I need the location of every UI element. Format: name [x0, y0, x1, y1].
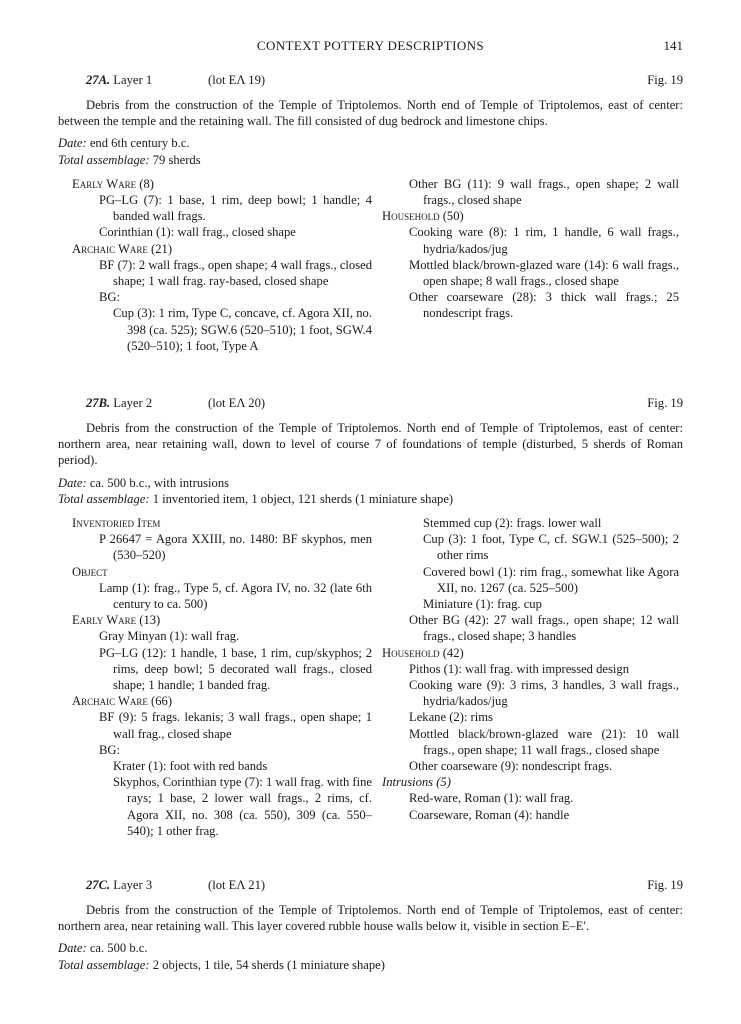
inventory-left-column — [72, 176, 372, 354]
total-assemblage-line: Total assemblage: 2 objects, 1 tile, 54 sherds (1 miniature shape) — [58, 957, 385, 972]
section-27b — [58, 395, 683, 839]
section-description: Debris from the construction of the Temple of Triptolemos. North end of Temple of Triptolemos, east of center: between the temple and the retaining wall. The fill consisted of dug bedrock and limestone chips. — [58, 98, 683, 129]
category-heading: Inventoried Item — [72, 516, 161, 531]
inventory-entry: Coarseware, Roman (4): handle — [409, 807, 570, 822]
inventory-entry: Red-ware, Roman (1): wall frag. — [409, 791, 574, 806]
inventory-entry: Other coarseware (28): 3 thick wall frags.; 25 nondescript frags. — [409, 290, 679, 321]
inventory-entry: Lamp (1): frag., Type 5, cf. Agora IV, no. 32 (late 6th century to ca. 500) — [99, 580, 372, 612]
inventory-entry: Krater (1): foot with red bands — [113, 759, 268, 774]
inventory-entry: P 26647 = Agora XXIII, no. 1480: BF skyphos, men (530–520) — [99, 532, 372, 563]
category-heading: Archaic Ware (21) — [72, 241, 173, 256]
date-line: Date: ca. 500 b.c. — [58, 941, 148, 956]
inventory-entry: Gray Minyan (1): wall frag. — [99, 629, 240, 644]
inventory-entry: Pithos (1): wall frag. with impressed design — [409, 661, 630, 676]
inventory-entry: Cup (3): 1 rim, Type C, concave, cf. Agora XII, no. 398 (ca. 525); SGW.6 (520–510); 1 foot, SGW.4 (520–510); 1 foot, Type A — [113, 306, 372, 353]
inventory-entry: PG–LG (7): 1 base, 1 rim, deep bowl; 1 handle; 4 banded wall frags. — [99, 193, 372, 224]
figure-reference: Fig. 19 — [647, 878, 683, 892]
section-lot: (lot EΛ 20) — [208, 396, 266, 410]
inventory-entry: PG–LG (12): 1 handle, 1 base, 1 rim, cup/skyphos; 2 rims, deep bowl; 5 decorated wall frags., closed shape; 1 handle; 1 banded frag. — [99, 645, 372, 693]
inventory-entry: BG: — [99, 290, 120, 305]
inventory-right-column — [382, 176, 679, 354]
inventory-entry: Corinthian (1): wall frag., closed shape — [99, 225, 296, 240]
inventory-entry: Mottled black/brown-glazed ware (21): 10 wall frags., open shape; 11 wall frags., closed shape — [409, 726, 679, 757]
inventory-entry: Cooking ware (9): 3 rims, 3 handles, 3 wall frags., hydria/kados/jug — [409, 678, 679, 709]
inventory-columns — [58, 515, 683, 839]
category-heading: Object — [72, 564, 108, 579]
section-id: 27A. — [86, 73, 111, 87]
category-heading: Intrusions (5) — [382, 775, 451, 790]
category-heading: Archaic Ware (66) — [72, 694, 173, 709]
inventory-columns — [58, 176, 683, 354]
total-assemblage-line: Total assemblage: 1 inventoried item, 1 object, 121 sherds (1 miniature shape) — [58, 491, 454, 506]
inventory-entry: BF (7): 2 wall frags., open shape; 4 wall frags., closed shape; 1 wall frag. ray-based, closed shape — [99, 257, 372, 289]
inventory-entry: Cup (3): 1 foot, Type C, cf. SGW.1 (525–500); 2 other rims — [423, 532, 679, 563]
category-heading: Household (42) — [382, 645, 464, 660]
inventory-entry: Covered bowl (1): rim frag., somewhat like Agora XII, no. 1267 (ca. 525–500) — [423, 564, 679, 595]
inventory-entry: Cooking ware (8): 1 rim, 1 handle, 6 wall frags., hydria/kados/jug — [409, 225, 679, 256]
section-lot: (lot EΛ 21) — [208, 878, 266, 892]
category-heading: Early Ware (8) — [72, 176, 154, 191]
inventory-entry: BF (9): 5 frags. lekanis; 3 wall frags., open shape; 1 wall frag., closed shape — [99, 710, 372, 741]
section-layer: Layer 2 — [110, 396, 153, 410]
inventory-right-column — [382, 515, 679, 839]
inventory-entry: Other coarseware (9): nondescript frags. — [409, 759, 613, 774]
total-assemblage-line: Total assemblage: 79 sherds — [58, 152, 201, 167]
section-27c — [58, 877, 683, 973]
section-heading — [58, 395, 683, 412]
inventory-entry: Lekane (2): rims — [409, 710, 493, 725]
section-description: Debris from the construction of the Temple of Triptolemos. North end of Temple of Triptolemos, east of center: northern area, near retaining wall, down to level of course 7 of foundations of temple (disturbed, 5 sherds of Roman period). — [58, 421, 683, 468]
date-line: Date: ca. 500 b.c., with intrusions — [58, 475, 230, 490]
category-heading: Early Ware (13) — [72, 613, 161, 628]
inventory-left-column — [72, 515, 372, 839]
section-heading — [58, 72, 683, 89]
section-27a — [58, 72, 683, 354]
inventory-entry: Skyphos, Corinthian type (7): 1 wall frag. with fine rays; 1 base, 2 lower wall frags., 2 rims, cf. Agora XII, no. 308 (ca. 550), 309 (ca. 550–540); 1 other frag. — [113, 775, 372, 838]
inventory-entry: Miniature (1): frag. cup — [423, 597, 542, 612]
figure-reference: Fig. 19 — [647, 396, 683, 410]
inventory-entry: Stemmed cup (2): frags. lower wall — [423, 516, 602, 531]
inventory-entry: Other BG (42): 27 wall frags., open shape; 12 wall frags., closed shape; 3 handles — [409, 613, 679, 644]
section-lot: (lot EΛ 19) — [208, 73, 266, 87]
inventory-entry: Mottled black/brown-glazed ware (14): 6 wall frags., open shape; 8 wall frags., closed shape — [409, 257, 679, 289]
section-id: 27C. — [86, 878, 111, 892]
section-heading — [58, 877, 683, 894]
section-layer: Layer 1 — [110, 73, 153, 87]
running-head-title: CONTEXT POTTERY DESCRIPTIONS — [256, 38, 485, 53]
inventory-entry: BG: — [99, 742, 120, 757]
inventory-entry: Other BG (11): 9 wall frags., open shape; 2 wall frags., closed shape — [409, 176, 679, 208]
figure-reference: Fig. 19 — [647, 73, 683, 87]
date-line: Date: end 6th century b.c. — [58, 136, 190, 151]
section-id: 27B. — [86, 396, 111, 410]
section-layer: Layer 3 — [110, 878, 153, 892]
page-number: 141 — [663, 38, 683, 53]
section-description: Debris from the construction of the Temple of Triptolemos. North end of Temple of Triptolemos, east of center: northern area, near retaining wall. This layer covered rubble house walls below it, visible in section E–E′. — [58, 903, 683, 934]
category-heading: Household (50) — [382, 209, 464, 224]
